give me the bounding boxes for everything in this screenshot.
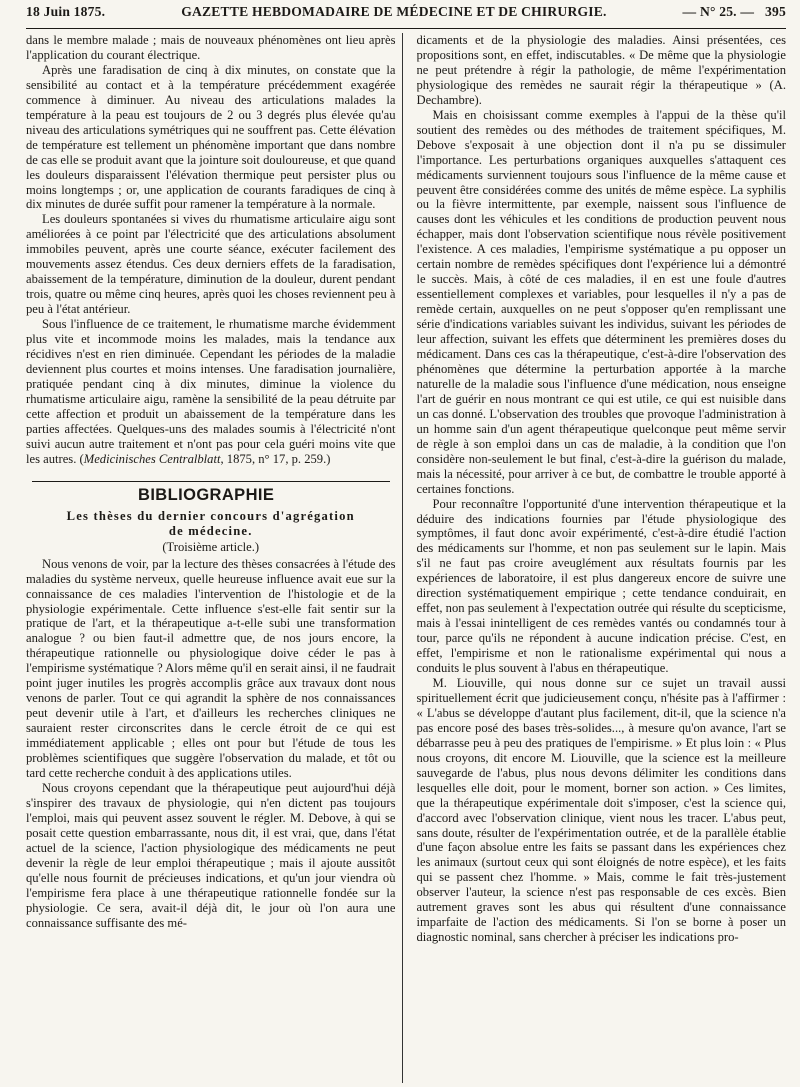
paragraph-text: Sous l'influence de ce traitement, le rhumatisme marche évidemment plus vite et incommode moins les malades, mais la tendance aux récidives n'est en rien diminuée. Cependant les périodes de la maladie deviennent plus courtes et moins intenses. Une faradisation journalière, pratiquée pendant cinq à dix minutes, diminue la violence du rhumatisme articulaire aigu, ramène la sensibilité de la peau détruite par cette affection et produit un abaissement de la température dans les parties affectées. Quelques-uns des malades soumis à l'électricité n'ont suivi aucun autre traitement et n'ont pas pour cela guéri moins vite que les autres. [26,317,396,466]
paragraph: M. Liouville, qui nous donne sur ce sujet un travail aussi spirituellement écrit que judicieusement conçu, n'hésite pas à l'affirmer : « L'abus se développe d'autant plus facilement, dit-il, que la science n'a pas encore posé des bases très-solides..., à mesure qu'on avance, l'art se débarrasse peu à peu des pratiques de l'empirisme. » Et plus loin : « Plus nous croyons, dit encore M. Liouville, que la science est la meilleure sauvegarde de l'abus, plus nous devons délimiter les conditions dans lesquelles elle doit, pour le moment, borner son action. » Ces limites, que la thérapeutique expérimentale doit s'imposer, c'est la science qui, d'accord avec l'observation clinique, vient nous les tracer. L'abus peut, sans doute, résulter de l'expérimentation outrée, et de la parallèle établie d'une façon absolue entre les faits se passant dans les expériences chez les animaux (surtout ceux qui sont éloignés de notre espèce), et les faits qui se passent chez l'homme. » Mais, comme le fait très-justement observer l'auteur, la science n'est pas responsable de ces excès. Bien autrement graves sont les abus qui résultent d'une connaissance imparfaite de l'action des médicaments. Si l'on se borne à poser un diagnostic nominal, sans chercher à préciser les indications pro- [416,675,786,945]
article-part-note: (Troisième article.) [162,539,260,554]
header-issue-and-page [683,4,786,20]
article-title-line-1: Les thèses du dernier concours d'agrégation [66,508,355,523]
citation-details: , 1875, n° 17, p. 259.) [220,451,331,466]
paragraph: dans le membre malade ; mais de nouveaux phénomènes ont lieu après l'application du courant électrique. [26,33,396,62]
article-title-line-2: de médecine. [168,523,253,538]
running-header [26,4,786,29]
paragraph: Nous croyons cependant que la thérapeutique peut aujourd'hui déjà s'inspirer des travaux de physiologie, qui n'en dictent pas toujours l'emploi, mais qui peuvent assez souvent le régler. M. Debove, à qui se posait cette question embarrassante, nous dit, il est vrai, que, dans l'état actuel de la science, l'action physiologique des médicaments ne peut devenir la règle de leur emploi thérapeutique ; mais il ajoute aussitôt qu'elle nous fournit de précieuses indications, et qu'un jour viendra où l'empirisme fera place à une thérapeutique rationnelle fondée sur la physiologie. Ce sera, avait-il déjà dit, le jour où l'on aura une connaissance suffisante des mé- [26,780,396,930]
citation-journal: Medicinisches Centralblatt [83,451,221,466]
paragraph: Les douleurs spontanées si vives du rhumatisme articulaire aigu sont améliorées à ce point par l'électricité que des articulations absolument immobiles peuvent, après une courte séance, exécuter facilement des mouvements assez étendus. Ces deux derniers effets de la faradisation, abaissement de la température, diminution de la douleur, durent pendant trois, quatre ou même cinq heures, après quoi les choses reviennent peu à peu à l'état antérieur. [26,212,396,317]
paragraph: Après une faradisation de cinq à dix minutes, on constate que la sensibilité au contact et à la température précédemment exagérée commence à diminuer. Au niveau des articulations malades la température à la peau est toujours de 2 ou 3 degrés plus élevée qu'au niveau des articulations symétriques qui ne souffrent pas. Cette élévation de température est tellement un phénomène important que dans nombre de cas elle se produit avant que la jointure soit douloureuse, et que quand les douleurs disparaissent l'élévation thermique peut persister plus ou moins longtemps ; or, une application de courants faradiques de cinq à dix minutes de durée suffit pour ramener la température à la normale. [26,62,396,212]
paragraph: Nous venons de voir, par la lecture des thèses consacrées à l'étude des maladies du système nerveux, quelle heureuse influence avait eue sur la connaissance de ces maladies l'intervention de l'histologie et de la physiologie expérimentale. Cette influence s'est-elle fait sentir sur la pratique de l'art, et la thérapeutique a-t-elle subi une transformation analogue ? ou bien faut-il admettre que, de nos jours encore, la thérapeutique rationnelle ou physiologique doive céder le pas à l'empirisme systématique ? Alors même qu'il en serait ainsi, il ne faudrait point juger inutiles les progrès accomplis grâce aux travaux dont nous venons de parler. Tout ce qui agrandit la sphère de nos connaissances peut devenir utile à l'art, et d'ailleurs les recherches cliniques ne sauraient rester circonscrites dans le cercle étroit de ce qui est immédiatement applicable ; elles ont pour but l'étude de tous les problèmes scientifiques que suggère l'observation du malade, et tôt ou tard cette recherche conduit à des applications utiles. [26,556,396,780]
paragraph: Pour reconnaître l'opportunité d'une intervention thérapeutique et la déduire des indications fournies par l'étude physiologique des symptômes, il faut donc avoir expérimenté, c'est-à-dire étudié l'action des médicaments sur l'homme, et non pas seulement sur le lapin. Mais s'il ne faut pas croire aveuglément aux résultats fournis par les expériences de laboratoire, il est plus dangereux encore de suivre une direction systématiquement empirique ; cette tendance conduirait, en effet, non pas seulement à l'expectation outrée qui résulte du scepticisme, mais à l'essai inintelligent de ces remèdes vantés ou condamnés tour à tour, parce qu'ils ne répondent à aucune indication précise. C'est, en effet, l'empirisme et non le rationalisme expérimental qui nous a conduits le plus souvent à l'abus en thérapeutique. [416,496,786,676]
header-journal-title: GAZETTE HEBDOMADAIRE DE MÉDECINE ET DE CHIRURGIE. [181,4,607,19]
header-date: 18 Juin 1875. [26,4,106,19]
paragraph: dicaments et de la physiologie des maladies. Ainsi présentées, ces propositions sont, en effet, indiscutables. « De même que la physiologie ne peut prétendre à régir la pathologie, de même l'expérimentation physiologique des remèdes ne saurait régir la thérapeutique » (A. Dechambre). [416,33,786,107]
section-title: BIBLIOGRAPHIE [138,485,275,504]
section-divider [32,481,390,482]
right-column [417,33,787,1083]
paragraph: Mais en choisissant comme exemples à l'appui de la thèse qu'il soutient des remèdes ou des méthodes de traitement spécifiques, M. Debove s'exposait à une objection dont il n'a pu se dissimuler l'importance. Les perturbations organiques auxquelles s'attaquent ces médicaments surviennent toujours sous l'influence de la même cause et peuvent être considérées comme des unités de même espèce. La syphilis ou la fièvre intermittente, par exemple, naissent sous l'influence de causes dont les véhicules et les conditions de production peuvent nous échapper, mais dont l'observation scientifique nous révèle positivement l'existence. A ces maladies, l'empirisme systématique a pu opposer un certain nombre de remèdes spécifiques dont l'expérience lui a démontré le succès. Mais, à côté de ces maladies, il en est une foule d'autres essentiellement complexes et variables, pour lesquelles il n'y a pas de remède certain, auxquelles on ne peut s'opposer qu'en remplissant une série d'indications variables suivant les individus, suivant les périodes de leur affection, suivant les effets que déterminent les premières doses du médicament. Dans ces cas la thérapeutique, c'est-à-dire l'observation des phénomènes que détermine la perturbation apportée à la marche naturelle de la maladie sous l'influence d'une médication, nous enseigne l'art de guérir en nous montrant ce qui est utile, ce qui est nuisible dans un cas donné. L'observation des troubles que provoque l'administration à un homme sain d'un agent thérapeutique quelconque peut même servir de règle à son emploi dans un cas de maladie, à la condition que l'on considère non-seulement le but final, c'est-à-dire la guérison du malade, mais la nécessité, pour arriver à ce but, de combattre le trouble apporté à certaines fonctions. [416,107,786,496]
header-issue: — N° 25. — [682,4,755,19]
header-page-number: 395 [764,4,786,19]
left-column [26,33,403,1083]
text-columns [26,33,786,1083]
paragraph: Sous l'influence de ce traitement, le rhumatisme marche évidemment plus vite et incommode moins les malades, mais la tendance aux récidives n'est en rien diminuée. Cependant les périodes de la maladie deviennent plus courtes et moins intenses. Une faradisation journalière, pratiquée pendant cinq à dix minutes, diminue la violence du rhumatisme articulaire aigu, ramène la sensibilité de la peau détruite par cette affection et produit un abaissement de la température dans les parties affectées. Quelques-uns des malades soumis à l'électricité n'ont suivi aucun autre traitement et n'ont pas pour cela guéri moins vite que les autres. (Medicinisches Centralblatt, 1875, n° 17, p. 259.) [26,317,396,466]
